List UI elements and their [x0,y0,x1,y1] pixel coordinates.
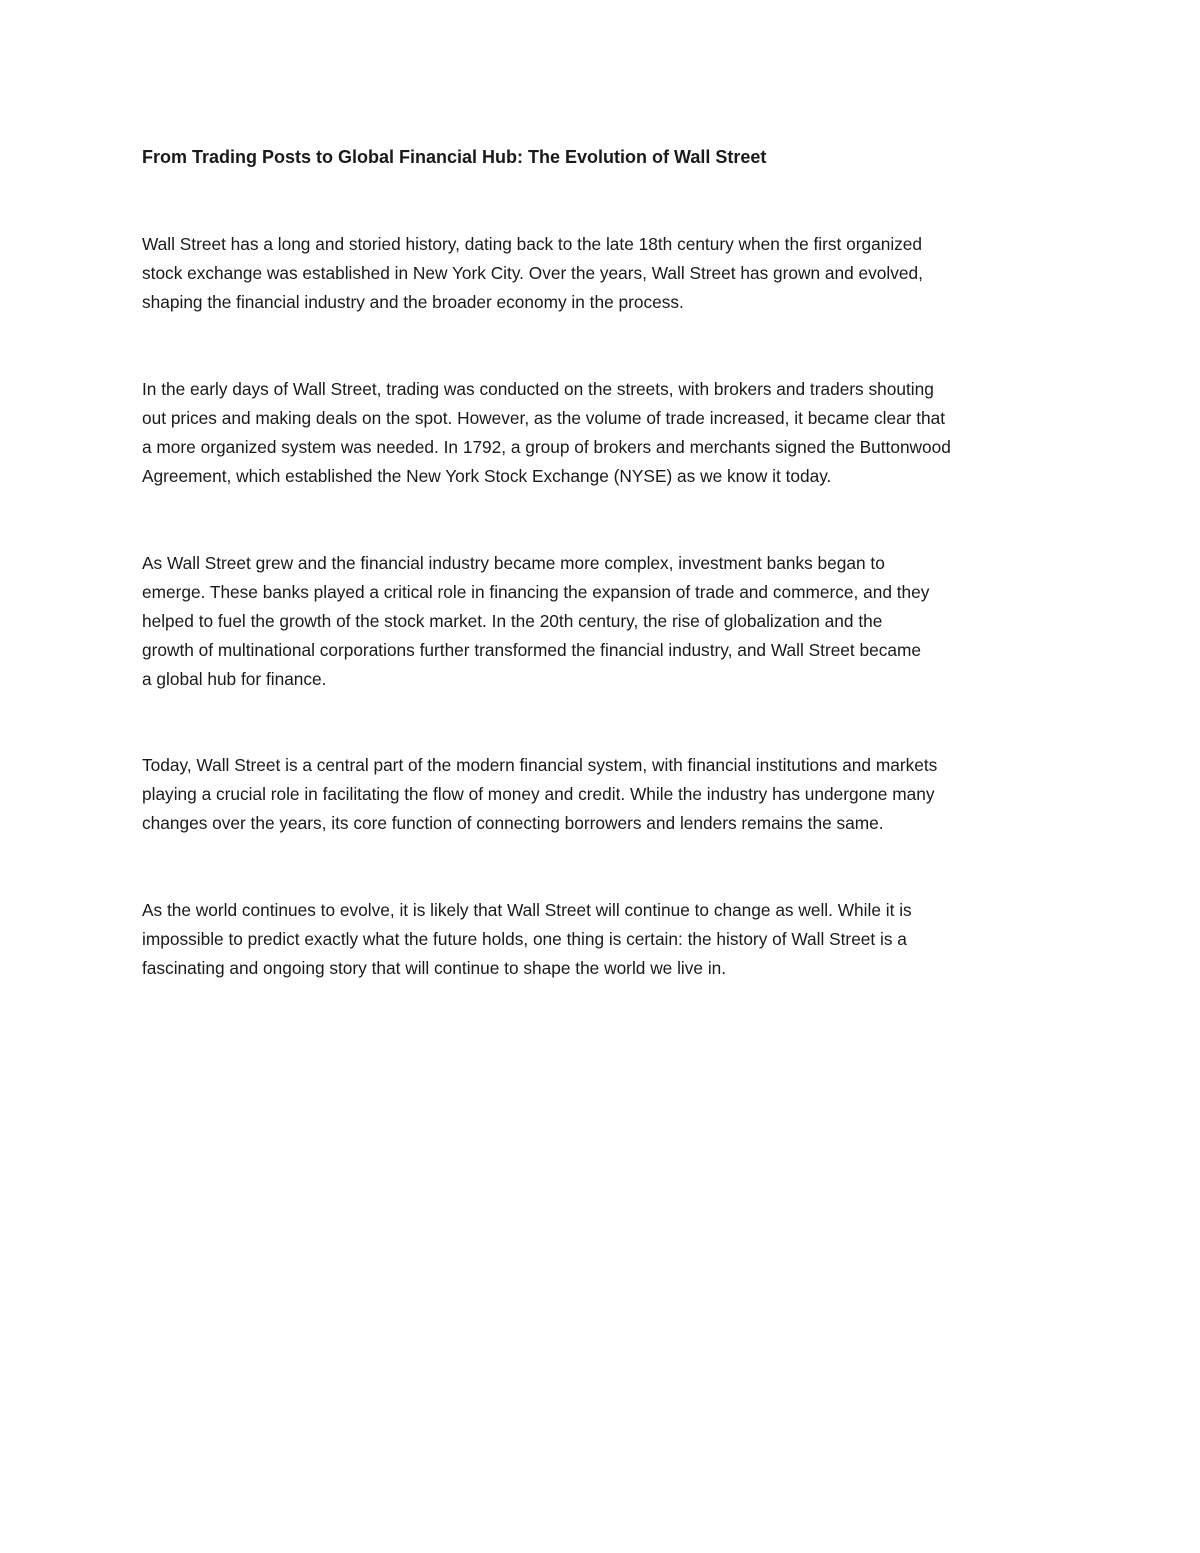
paragraph-line: As the world continues to evolve, it is likely that Wall Street will continue to change as well. While it is [142,900,912,920]
paragraph-line: Wall Street has a long and storied history, dating back to the late 18th century when the first organized [142,234,923,254]
paragraph-line: As Wall Street grew and the financial industry became more complex, investment banks began to [142,553,885,573]
paragraph-line: growth of multinational corporations further transformed the financial industry, and Wall Street became [142,640,921,660]
paragraph-line: shaping the financial industry and the broader economy in the process. [142,292,684,312]
paragraph-line: a global hub for finance. [142,669,327,689]
paragraph-line: fascinating and ongoing story that will continue to shape the world we live in. [142,958,727,978]
paragraph-line: impossible to predict exactly what the future holds, one thing is certain: the history of Wall Street is a [142,929,907,949]
paragraph-line: stock exchange was established in New York City. Over the years, Wall Street has grown and evolved, [142,263,923,283]
paragraph-line: emerge. These banks played a critical role in financing the expansion of trade and commerce, and they [142,582,930,602]
paragraph-5 [142,896,1082,983]
paragraph-line: changes over the years, its core function of connecting borrowers and lenders remains the same. [142,813,884,833]
paragraph-1 [142,230,1082,317]
paragraph-3 [142,549,1082,694]
paragraph-line: helped to fuel the growth of the stock market. In the 20th century, the rise of globalization and the [142,611,883,631]
paragraph-2 [142,375,1082,491]
paragraph-line: a more organized system was needed. In 1792, a group of brokers and merchants signed the Buttonwood [142,437,951,457]
paragraph-line: In the early days of Wall Street, trading was conducted on the streets, with brokers and traders shouting [142,379,934,399]
paragraph-line: playing a crucial role in facilitating the flow of money and credit. While the industry has undergone many [142,784,935,804]
paragraph-line: Today, Wall Street is a central part of the modern financial system, with financial institutions and markets [142,755,938,775]
paragraph-line: Agreement, which established the New York Stock Exchange (NYSE) as we know it today. [142,466,832,486]
document-title: From Trading Posts to Global Financial Hub: The Evolution of Wall Street [142,147,767,167]
paragraph-4 [142,751,1082,838]
paragraph-line: out prices and making deals on the spot. However, as the volume of trade increased, it became clear that [142,408,946,428]
